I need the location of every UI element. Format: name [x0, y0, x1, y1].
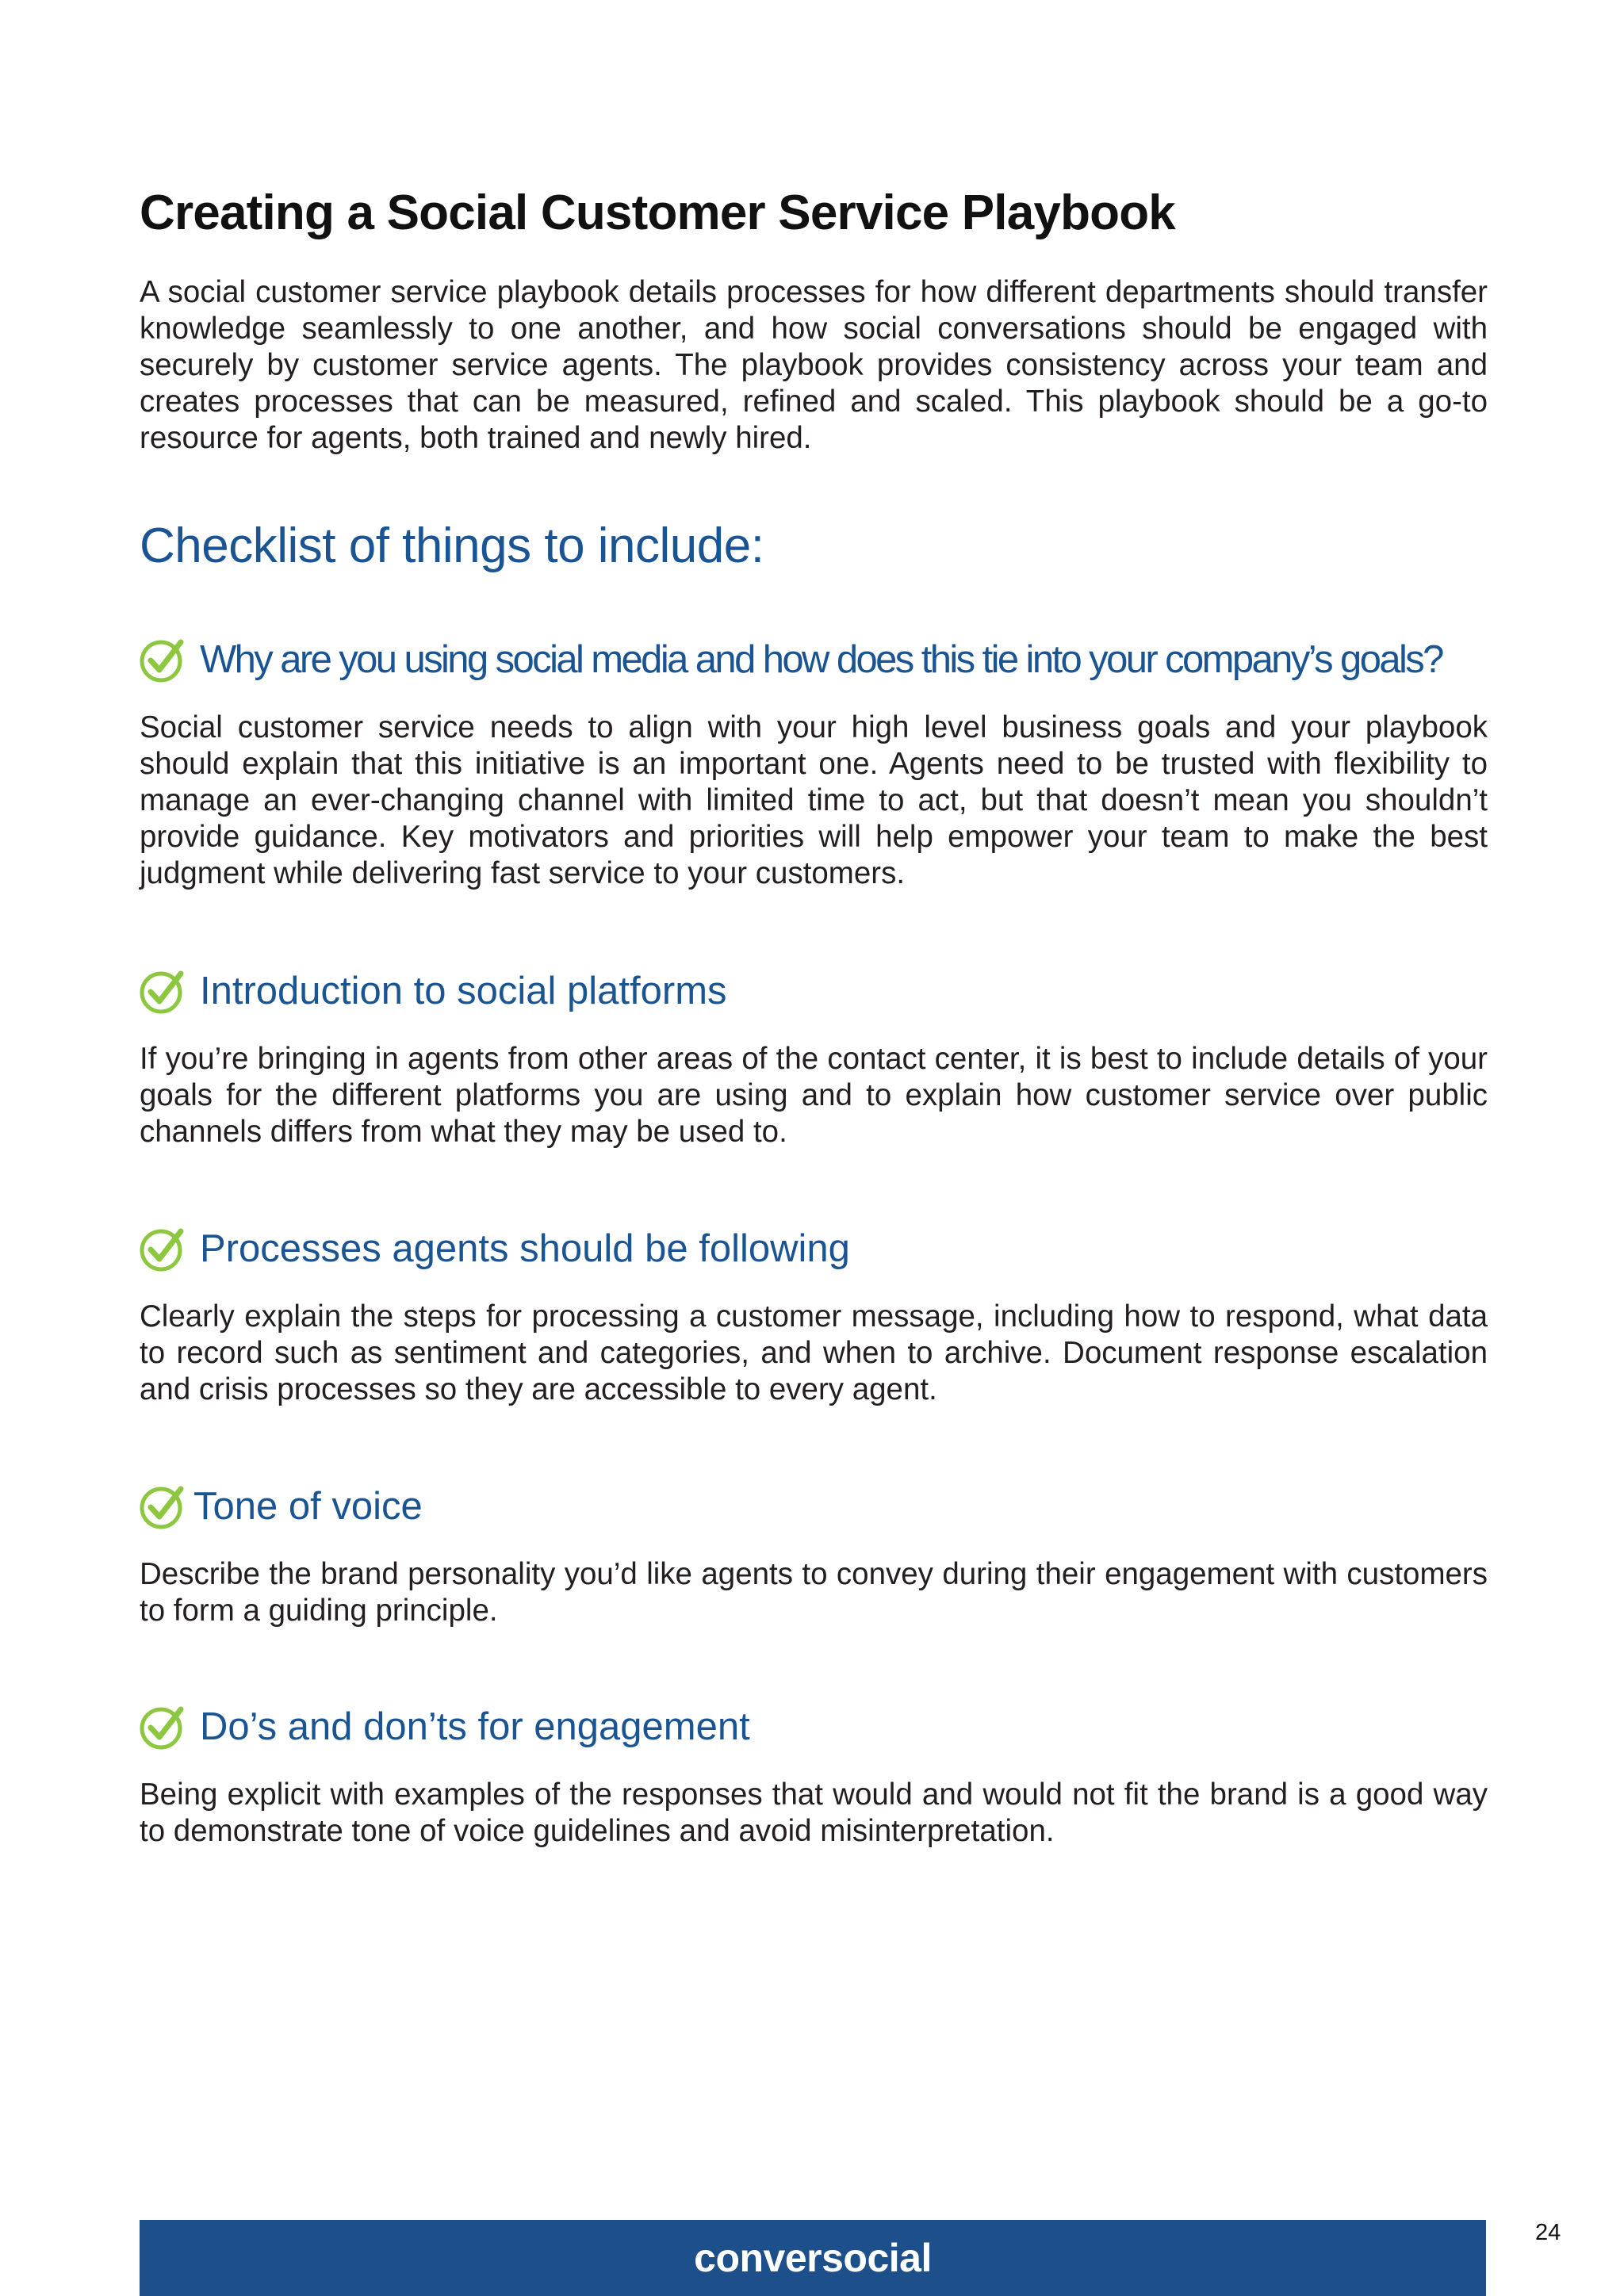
checklist-item-body: Clearly explain the steps for processing a customer message, including how to respond, what data to record such as sentiment and categories, and when to archive. Document response escalation and crisis processes so they are accessible to every agent.	[140, 1299, 1488, 1406]
checklist-item	[140, 632, 1488, 892]
footer-bar	[140, 2220, 1486, 2296]
checklist-item	[140, 1479, 1488, 1629]
checklist-item-title: Tone of voice	[193, 1485, 423, 1528]
page-number: 24	[1535, 2220, 1561, 2245]
intro-paragraph: A social customer service playbook details processes for how different departments should transfer knowledge seamlessly to one another, and how social conversations should be engaged with securely by customer service agents. The playbook provides consistency across your team and creates processes that can be measured, refined and scaled. This playbook should be a go-to resource for agents, both trained and newly hired.	[140, 275, 1488, 455]
checklist-item-body: Social customer service needs to align with your high level business goals and your playbook should explain that this initiative is an important one. Agents need to be trusted with flexibility to manage an ever-changing channel with limited time to act, but that doesn’t mean you shouldn’t provide guidance. Key motivators and priorities will help empower your team to make the best judgment while delivering fast service to your customers.	[140, 710, 1488, 890]
check-circle-icon	[140, 967, 187, 1015]
checklist-heading: Checklist of things to include:	[140, 519, 764, 573]
checklist-item	[140, 1699, 1488, 1850]
checklist-item	[140, 963, 1488, 1150]
conversocial-logo: conversocial	[694, 2236, 932, 2280]
check-circle-icon	[140, 636, 187, 683]
checklist-item	[140, 1221, 1488, 1408]
check-circle-icon	[140, 1703, 187, 1751]
checklist-item-title: Why are you using social media and how does this tie into your company’s goals?	[200, 638, 1442, 681]
page-title: Creating a Social Customer Service Playbook	[140, 186, 1175, 240]
checklist-item-body: Describe the brand personality you’d like agents to convey during their engagement with customers to form a guiding principle.	[140, 1557, 1488, 1628]
checklist-item-title: Do’s and don’ts for engagement	[200, 1705, 750, 1748]
check-circle-icon	[140, 1483, 187, 1530]
checklist-item-title: Introduction to social platforms	[200, 970, 727, 1012]
checklist-item-body: If you’re bringing in agents from other areas of the contact center, it is best to include details of your goals for the different platforms you are using and to explain how customer service over public channels differs from what they may be used to.	[140, 1042, 1488, 1149]
check-circle-icon	[140, 1225, 187, 1272]
checklist-item-title: Processes agents should be following	[200, 1227, 850, 1270]
checklist-item-body: Being explicit with examples of the responses that would and would not fit the brand is a good way to demonstrate tone of voice guidelines and avoid misinterpretation.	[140, 1777, 1488, 1848]
